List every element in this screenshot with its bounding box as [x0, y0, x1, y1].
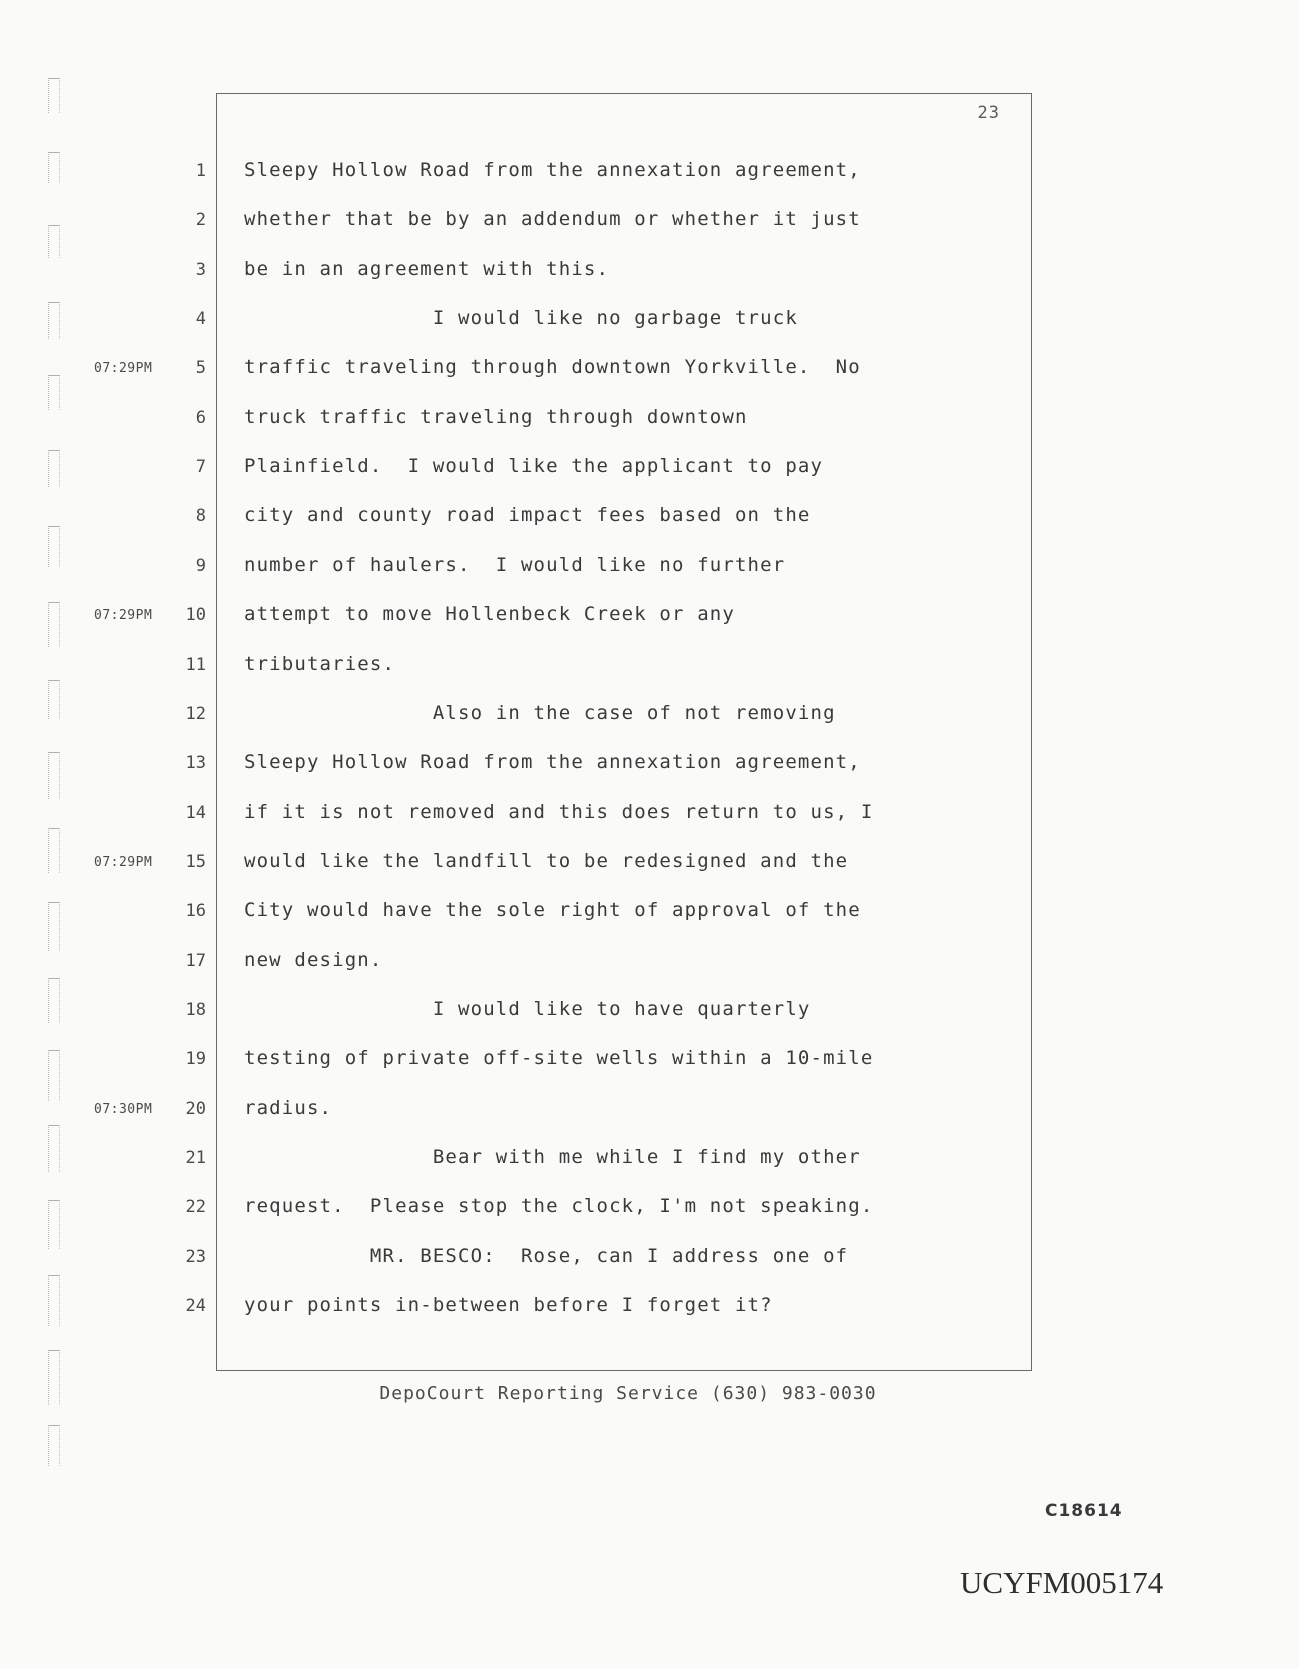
line-number: 11 — [185, 654, 206, 675]
line-text: I would like to have quarterly — [244, 997, 811, 1020]
line-number: 12 — [185, 703, 206, 724]
line-text: if it is not removed and this does return to us, I — [244, 800, 874, 823]
line-timestamp: 07:29PM — [94, 854, 153, 870]
transcript-line — [0, 747, 1299, 787]
line-timestamp: 07:30PM — [94, 1101, 153, 1117]
bates-number: UCYFM005174 — [960, 1565, 1164, 1600]
line-text: whether that be by an addendum or whether it just — [244, 208, 861, 231]
line-number: 18 — [185, 999, 206, 1020]
reporting-service-footer: DepoCourt Reporting Service (630) 983-0030 — [379, 1383, 877, 1404]
line-number: 9 — [195, 555, 206, 576]
transcript-line — [0, 698, 1299, 738]
line-text: MR. BESCO: Rose, can I address one of — [244, 1244, 849, 1267]
transcript-line — [0, 895, 1299, 935]
transcript-line — [0, 994, 1299, 1034]
line-number: 6 — [195, 407, 206, 428]
line-number: 23 — [185, 1246, 206, 1267]
line-text: truck traffic traveling through downtown — [244, 405, 748, 428]
transcript-line — [0, 451, 1299, 491]
line-text: Plainfield. I would like the applicant to pay — [244, 455, 824, 478]
line-number: 13 — [185, 753, 206, 774]
transcript-line — [0, 1191, 1299, 1231]
line-text: your points in-between before I forget it? — [244, 1294, 773, 1317]
transcript-line — [0, 204, 1299, 244]
line-text: attempt to move Hollenbeck Creek or any — [244, 603, 735, 626]
line-text: City would have the sole right of approval of the — [244, 899, 861, 922]
page-number: 23 — [977, 103, 1000, 123]
transcript-line — [0, 846, 1299, 886]
transcript-line — [0, 500, 1299, 540]
transcript-line — [0, 254, 1299, 294]
line-text: number of haulers. I would like no further — [244, 553, 786, 576]
line-text: request. Please stop the clock, I'm not speaking. — [244, 1195, 874, 1218]
line-number: 4 — [195, 309, 206, 330]
line-number: 20 — [185, 1098, 206, 1119]
line-number: 10 — [185, 605, 206, 626]
line-text: new design. — [244, 948, 383, 971]
binder-mark — [48, 1425, 60, 1466]
transcript-line — [0, 550, 1299, 590]
transcript-line — [0, 155, 1299, 195]
line-text: testing of private off-site wells within a 10-mile — [244, 1047, 874, 1070]
line-number: 14 — [185, 802, 206, 823]
line-text: Also in the case of not removing — [244, 701, 836, 724]
binder-mark — [48, 78, 60, 113]
line-text: tributaries. — [244, 652, 396, 675]
line-number: 17 — [185, 950, 206, 971]
line-number: 3 — [195, 259, 206, 280]
transcript-line — [0, 945, 1299, 985]
transcript-line — [0, 1290, 1299, 1330]
line-number: 16 — [185, 901, 206, 922]
line-timestamp: 07:29PM — [94, 361, 153, 377]
transcript-line — [0, 402, 1299, 442]
transcript-line — [0, 1241, 1299, 1281]
transcript-line — [0, 352, 1299, 392]
line-text: radius. — [244, 1096, 333, 1119]
line-text: would like the landfill to be redesigned and the — [244, 849, 849, 872]
line-number: 5 — [195, 358, 206, 379]
line-text: Sleepy Hollow Road from the annexation agreement, — [244, 751, 861, 774]
transcript-line — [0, 1043, 1299, 1083]
transcript-line — [0, 1093, 1299, 1133]
line-number: 19 — [185, 1049, 206, 1070]
line-text: traffic traveling through downtown Yorkville. No — [244, 356, 861, 379]
line-text: be in an agreement with this. — [244, 257, 610, 280]
line-text: I would like no garbage truck — [244, 307, 798, 330]
line-text: Bear with me while I find my other — [244, 1146, 861, 1168]
line-number: 8 — [195, 506, 206, 527]
line-number: 21 — [185, 1148, 206, 1168]
line-number: 1 — [195, 161, 206, 181]
transcript-line — [0, 1142, 1299, 1182]
line-text: city and county road impact fees based on the — [244, 504, 811, 527]
document-code: C18614 — [1045, 1501, 1123, 1521]
line-number: 22 — [185, 1197, 206, 1218]
line-timestamp: 07:29PM — [94, 608, 153, 624]
transcript-line — [0, 797, 1299, 837]
line-number: 2 — [195, 210, 206, 231]
transcript-line — [0, 649, 1299, 689]
line-number: 7 — [195, 457, 206, 478]
transcript-line — [0, 599, 1299, 639]
line-number: 24 — [185, 1296, 206, 1317]
line-number: 15 — [185, 851, 206, 872]
transcript-line — [0, 303, 1299, 343]
line-text: Sleepy Hollow Road from the annexation agreement, — [244, 159, 861, 181]
